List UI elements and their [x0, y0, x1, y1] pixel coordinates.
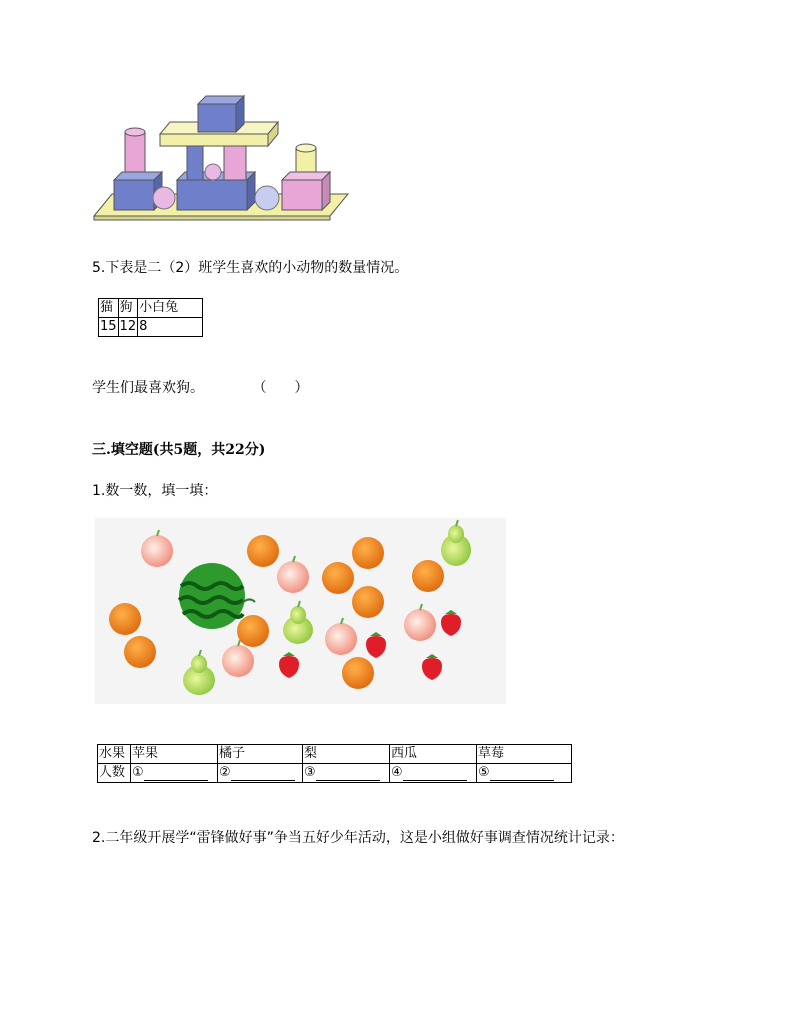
- blank-marker: ①: [132, 765, 144, 780]
- answer-bracket[interactable]: （ ）: [252, 380, 309, 396]
- pear-icon: [183, 650, 215, 695]
- answer-cell[interactable]: [303, 764, 390, 783]
- answer-blank[interactable]: [231, 768, 295, 781]
- table-row: [98, 764, 572, 783]
- question-2-title: 2.二年级开展学“雷锋做好事”争当五好少年活动，这是小组做好事调查情况统计记录：: [92, 830, 624, 846]
- answer-blank[interactable]: [316, 768, 380, 781]
- table-header-cell: 苹果: [131, 745, 218, 764]
- orange-icon: [412, 560, 444, 592]
- fruits-illustration: [95, 518, 506, 704]
- answer-blank[interactable]: [490, 768, 554, 781]
- blank-marker: ⑤: [478, 765, 490, 780]
- blank-marker: ②: [219, 765, 231, 780]
- strawberry-icon: [441, 610, 461, 636]
- strawberry-icon: [422, 654, 442, 680]
- apple-icon: [277, 556, 309, 593]
- table-header-cell: 狗: [118, 299, 138, 318]
- statement-text: 学生们最喜欢狗。: [92, 380, 204, 396]
- blank-marker: ③: [304, 765, 316, 780]
- orange-icon: [322, 562, 354, 594]
- question-5-title: 5.下表是二（2）班学生喜欢的小动物的数量情况。: [92, 260, 409, 276]
- answer-cell[interactable]: [218, 764, 303, 783]
- apple-icon: [325, 618, 357, 655]
- pear-icon: [441, 520, 471, 566]
- answer-cell[interactable]: [131, 764, 218, 783]
- section-3-heading: 三.填空题(共5题，共22分): [92, 442, 266, 458]
- pear-icon: [283, 601, 313, 644]
- table-header-cell: 小白兔: [138, 299, 203, 318]
- table-row: [99, 318, 203, 337]
- question-5-statement: [92, 379, 308, 397]
- table-header-cell: 草莓: [477, 745, 572, 764]
- table-cell: 8: [138, 318, 203, 337]
- orange-icon: [352, 586, 384, 618]
- table-header-cell: 水果: [98, 745, 131, 764]
- table-cell: 15: [99, 318, 119, 337]
- answer-cell[interactable]: [477, 764, 572, 783]
- answer-blank[interactable]: [403, 768, 467, 781]
- table-cell: 12: [118, 318, 138, 337]
- table-row: [98, 745, 572, 764]
- orange-icon: [124, 636, 156, 668]
- strawberry-icon: [366, 632, 386, 658]
- orange-icon: [237, 615, 269, 647]
- answer-cell[interactable]: [390, 764, 477, 783]
- fruit-count-table: [97, 744, 572, 783]
- table-header-cell: 橘子: [218, 745, 303, 764]
- answer-blank[interactable]: [144, 768, 208, 781]
- orange-icon: [342, 657, 374, 689]
- table-row: [99, 299, 203, 318]
- table-cell: 人数: [98, 764, 131, 783]
- blank-marker: ④: [391, 765, 403, 780]
- table-header-cell: 猫: [99, 299, 119, 318]
- building-blocks-illustration: [92, 92, 350, 222]
- question-1-title: 1.数一数，填一填：: [92, 483, 218, 499]
- table-header-cell: 梨: [303, 745, 390, 764]
- orange-icon: [352, 537, 384, 569]
- apple-icon: [141, 530, 173, 567]
- animal-count-table: [98, 298, 203, 337]
- table-header-cell: 西瓜: [390, 745, 477, 764]
- orange-icon: [247, 535, 279, 567]
- orange-icon: [109, 603, 141, 635]
- apple-icon: [404, 604, 436, 641]
- strawberry-icon: [279, 652, 299, 678]
